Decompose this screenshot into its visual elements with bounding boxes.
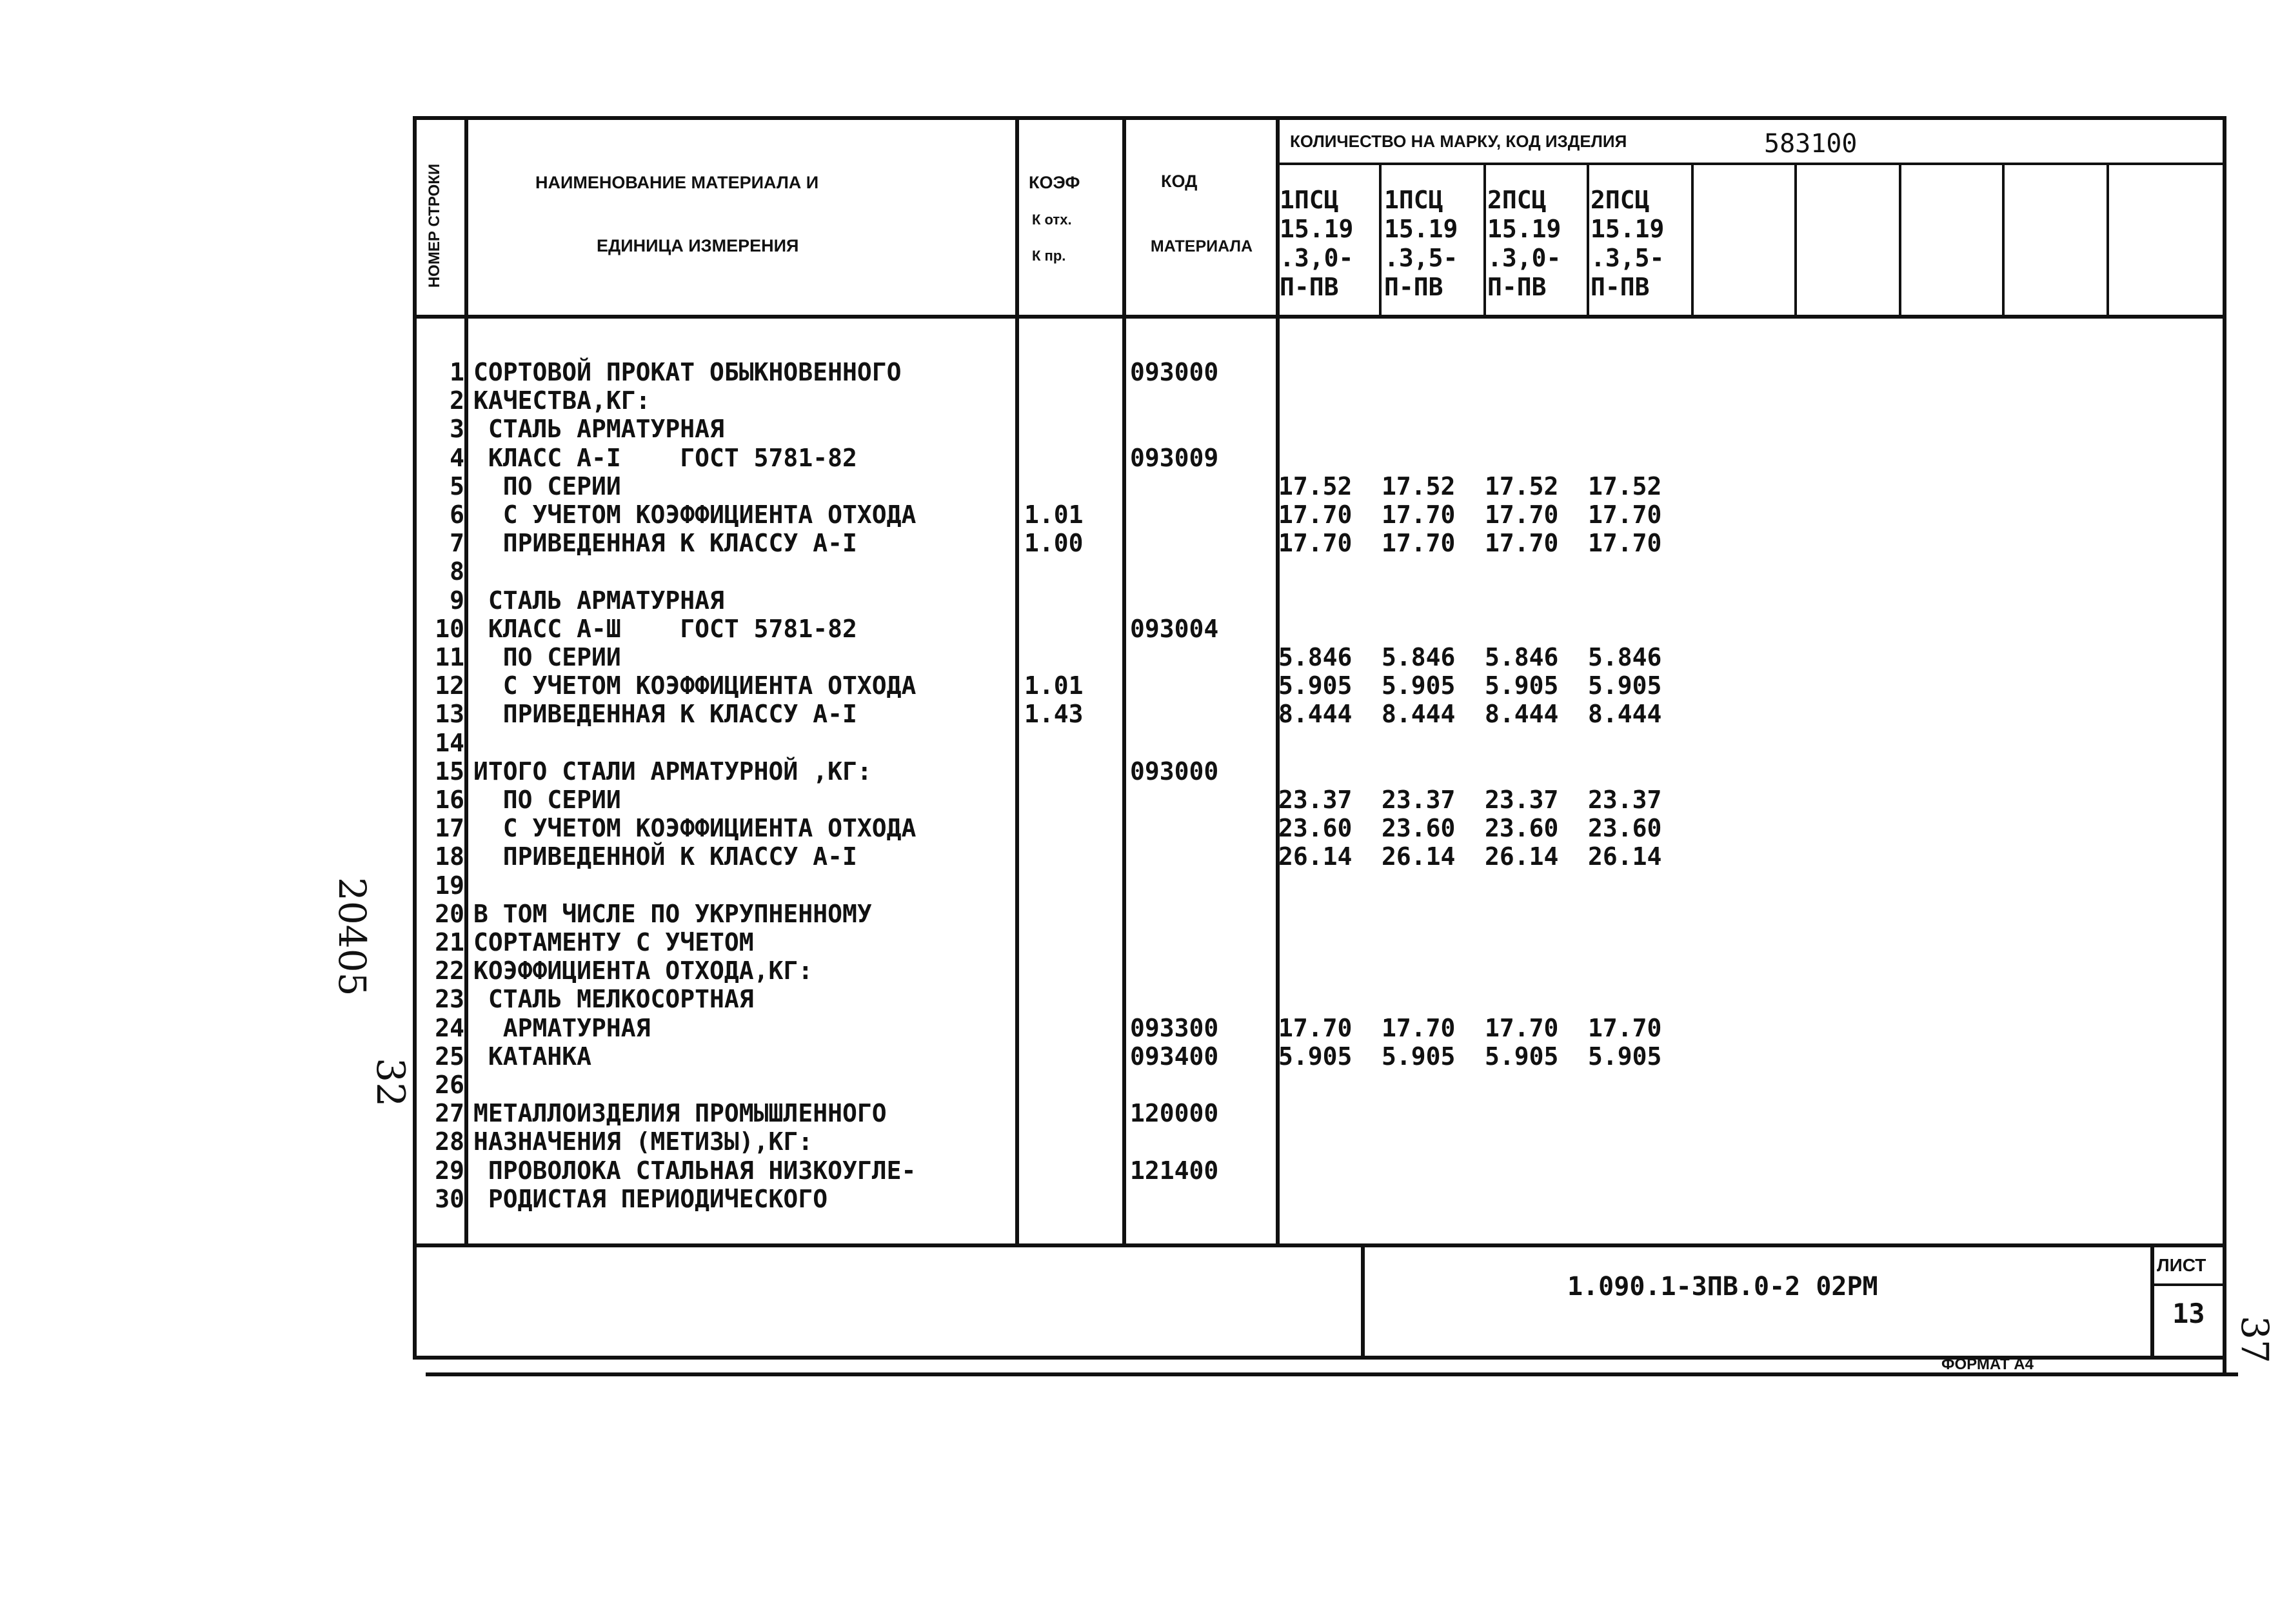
coef-header-line3: К пр. xyxy=(1032,248,1066,264)
row-number: 4 xyxy=(450,444,464,472)
row-number: 11 xyxy=(435,643,464,671)
row-description: КЛАСС А-Ш ГОСТ 5781-82 xyxy=(473,615,857,643)
sheet-label: ЛИСТ xyxy=(2157,1255,2206,1275)
row-material-code: 093400 xyxy=(1130,1042,1219,1071)
row-quantity-value: 17.70 xyxy=(1382,529,1456,557)
mark-column-3: 2ПСЦ 15.19 .3,0- П-ПВ xyxy=(1487,186,1561,301)
row-quantity-value: 23.60 xyxy=(1588,814,1662,842)
row-quantity-value: 5.846 xyxy=(1278,643,1353,671)
row-number: 9 xyxy=(450,586,464,615)
row-description: КАЧЕСТВА,КГ: xyxy=(473,386,651,415)
row-description: СТАЛЬ АРМАТУРНАЯ xyxy=(473,415,724,443)
row-description: СТАЛЬ МЕЛКОСОРТНАЯ xyxy=(473,985,754,1013)
row-number: 25 xyxy=(435,1042,464,1071)
row-number: 27 xyxy=(435,1099,464,1127)
row-quantity-value: 5.905 xyxy=(1588,1042,1662,1071)
row-description: В ТОМ ЧИСЛЕ ПО УКРУПНЕННОМУ xyxy=(473,900,872,928)
row-description: ПО СЕРИИ xyxy=(473,643,621,671)
row-number: 24 xyxy=(435,1014,464,1042)
row-number-header: НОМЕР СТРОКИ xyxy=(426,163,443,288)
row-number: 30 xyxy=(435,1185,464,1213)
row-description: ПРОВОЛОКА СТАЛЬНАЯ НИЗКОУГЛЕ- xyxy=(473,1156,917,1185)
row-coefficient: 1.01 xyxy=(1024,671,1084,700)
row-number: 20 xyxy=(435,900,464,928)
row-description: ПРИВЕДЕННАЯ К КЛАССУ А-I xyxy=(473,529,857,557)
row-description: МЕТАЛЛОИЗДЕЛИЯ ПРОМЫШЛЕННОГО xyxy=(473,1099,887,1127)
margin-note-bottom: 32 xyxy=(368,1058,413,1107)
row-number: 1 xyxy=(450,358,464,386)
row-number: 8 xyxy=(450,557,464,586)
row-quantity-value: 26.14 xyxy=(1278,842,1353,871)
row-coefficient: 1.00 xyxy=(1024,529,1084,557)
row-quantity-value: 8.444 xyxy=(1485,700,1559,728)
row-quantity-value: 8.444 xyxy=(1382,700,1456,728)
row-quantity-value: 5.846 xyxy=(1382,643,1456,671)
coef-header-line1: КОЭФ xyxy=(1029,173,1080,192)
row-number: 18 xyxy=(435,842,464,871)
row-quantity-value: 17.70 xyxy=(1382,1014,1456,1042)
row-number: 26 xyxy=(435,1071,464,1099)
row-description: ИТОГО СТАЛИ АРМАТУРНОЙ ,КГ: xyxy=(473,757,872,786)
row-quantity-value: 26.14 xyxy=(1382,842,1456,871)
row-number: 10 xyxy=(435,615,464,643)
row-number: 22 xyxy=(435,956,464,985)
row-description: КОЭФФИЦИЕНТА ОТХОДА,КГ: xyxy=(473,956,813,985)
row-quantity-value: 23.37 xyxy=(1382,786,1456,814)
row-quantity-value: 17.70 xyxy=(1485,1014,1559,1042)
margin-note-top: 20405 xyxy=(330,877,374,996)
row-description: КАТАНКА xyxy=(473,1042,592,1071)
row-quantity-value: 23.60 xyxy=(1485,814,1559,842)
row-number: 19 xyxy=(435,871,464,900)
row-number: 13 xyxy=(435,700,464,728)
margin-note-right: 37 xyxy=(2233,1316,2277,1363)
row-number: 2 xyxy=(450,386,464,415)
code-header-line2: МАТЕРИАЛА xyxy=(1150,237,1253,255)
row-material-code: 093009 xyxy=(1130,444,1219,472)
row-description: СТАЛЬ АРМАТУРНАЯ xyxy=(473,586,724,615)
row-quantity-value: 17.52 xyxy=(1485,472,1559,500)
row-quantity-value: 23.37 xyxy=(1485,786,1559,814)
row-coefficient: 1.43 xyxy=(1024,700,1084,728)
row-quantity-value: 17.70 xyxy=(1588,1014,1662,1042)
row-quantity-value: 17.70 xyxy=(1278,529,1353,557)
row-material-code: 093004 xyxy=(1130,615,1219,643)
row-quantity-value: 23.37 xyxy=(1278,786,1353,814)
row-coefficient: 1.01 xyxy=(1024,500,1084,529)
row-quantity-value: 8.444 xyxy=(1588,700,1662,728)
row-quantity-value: 17.52 xyxy=(1382,472,1456,500)
sheet-number: 13 xyxy=(2172,1298,2205,1329)
row-quantity-value: 5.846 xyxy=(1485,643,1559,671)
row-number: 6 xyxy=(450,500,464,529)
row-description: С УЧЕТОМ КОЭФФИЦИЕНТА ОТХОДА xyxy=(473,814,917,842)
row-quantity-value: 5.905 xyxy=(1382,1042,1456,1071)
product-code: 583100 xyxy=(1764,129,1858,159)
row-material-code: 093000 xyxy=(1130,757,1219,786)
row-quantity-value: 17.52 xyxy=(1588,472,1662,500)
qty-header: КОЛИЧЕСТВО НА МАРКУ, КОД ИЗДЕЛИЯ xyxy=(1290,132,1627,151)
row-number: 23 xyxy=(435,985,464,1013)
row-description: СОРТАМЕНТУ С УЧЕТОМ xyxy=(473,928,754,956)
row-description: СОРТОВОЙ ПРОКАТ ОБЫКНОВЕННОГО xyxy=(473,358,902,386)
row-quantity-value: 17.70 xyxy=(1278,500,1353,529)
row-description: ПО СЕРИИ xyxy=(473,472,621,500)
row-number: 21 xyxy=(435,928,464,956)
row-quantity-value: 17.70 xyxy=(1588,529,1662,557)
mark-column-2: 1ПСЦ 15.19 .3,5- П-ПВ xyxy=(1384,186,1458,301)
row-number: 7 xyxy=(450,529,464,557)
row-quantity-value: 5.846 xyxy=(1588,643,1662,671)
row-description: РОДИСТАЯ ПЕРИОДИЧЕСКОГО xyxy=(473,1185,828,1213)
row-quantity-value: 26.14 xyxy=(1588,842,1662,871)
row-description: ПРИВЕДЕННАЯ К КЛАССУ А-I xyxy=(473,700,857,728)
row-quantity-value: 5.905 xyxy=(1382,671,1456,700)
name-header-line2: ЕДИНИЦА ИЗМЕРЕНИЯ xyxy=(597,236,799,255)
coef-header-line2: К отх. xyxy=(1032,212,1072,228)
row-quantity-value: 17.70 xyxy=(1485,529,1559,557)
mark-column-1: 1ПСЦ 15.19 .3,0- П-ПВ xyxy=(1280,186,1354,301)
row-material-code: 121400 xyxy=(1130,1156,1219,1185)
row-quantity-value: 17.52 xyxy=(1278,472,1353,500)
row-description: С УЧЕТОМ КОЭФФИЦИЕНТА ОТХОДА xyxy=(473,500,917,529)
row-description: КЛАСС А-I ГОСТ 5781-82 xyxy=(473,444,857,472)
row-quantity-value: 17.70 xyxy=(1382,500,1456,529)
row-description: ПО СЕРИИ xyxy=(473,786,621,814)
row-quantity-value: 5.905 xyxy=(1485,1042,1559,1071)
mark-column-4: 2ПСЦ 15.19 .3,5- П-ПВ xyxy=(1591,186,1665,301)
row-quantity-value: 5.905 xyxy=(1588,671,1662,700)
row-description: ПРИВЕДЕННОЙ К КЛАССУ А-I xyxy=(473,842,857,871)
row-number: 17 xyxy=(435,814,464,842)
row-number: 28 xyxy=(435,1127,464,1156)
row-quantity-value: 17.70 xyxy=(1485,500,1559,529)
row-number: 3 xyxy=(450,415,464,443)
row-material-code: 093300 xyxy=(1130,1014,1219,1042)
row-quantity-value: 5.905 xyxy=(1485,671,1559,700)
name-header-line1: НАИМЕНОВАНИЕ МАТЕРИАЛА И xyxy=(535,173,819,192)
code-header-line1: КОД xyxy=(1161,172,1198,191)
row-quantity-value: 23.60 xyxy=(1382,814,1456,842)
row-material-code: 120000 xyxy=(1130,1099,1219,1127)
format-label: ФОРМАТ А4 xyxy=(1941,1356,2034,1373)
document-code: 1.090.1-3ПВ.0-2 02РМ xyxy=(1567,1272,1878,1302)
row-number: 15 xyxy=(435,757,464,786)
row-material-code: 093000 xyxy=(1130,358,1219,386)
row-quantity-value: 23.37 xyxy=(1588,786,1662,814)
row-quantity-value: 26.14 xyxy=(1485,842,1559,871)
row-description: АРМАТУРНАЯ xyxy=(473,1014,651,1042)
row-quantity-value: 5.905 xyxy=(1278,671,1353,700)
row-quantity-value: 17.70 xyxy=(1278,1014,1353,1042)
row-quantity-value: 8.444 xyxy=(1278,700,1353,728)
row-number: 16 xyxy=(435,786,464,814)
row-number: 5 xyxy=(450,472,464,500)
row-description: НАЗНАЧЕНИЯ (МЕТИЗЫ),КГ: xyxy=(473,1127,813,1156)
row-number: 29 xyxy=(435,1156,464,1185)
row-number: 14 xyxy=(435,729,464,757)
row-quantity-value: 23.60 xyxy=(1278,814,1353,842)
row-description: С УЧЕТОМ КОЭФФИЦИЕНТА ОТХОДА xyxy=(473,671,917,700)
row-number: 12 xyxy=(435,671,464,700)
row-quantity-value: 5.905 xyxy=(1278,1042,1353,1071)
row-quantity-value: 17.70 xyxy=(1588,500,1662,529)
